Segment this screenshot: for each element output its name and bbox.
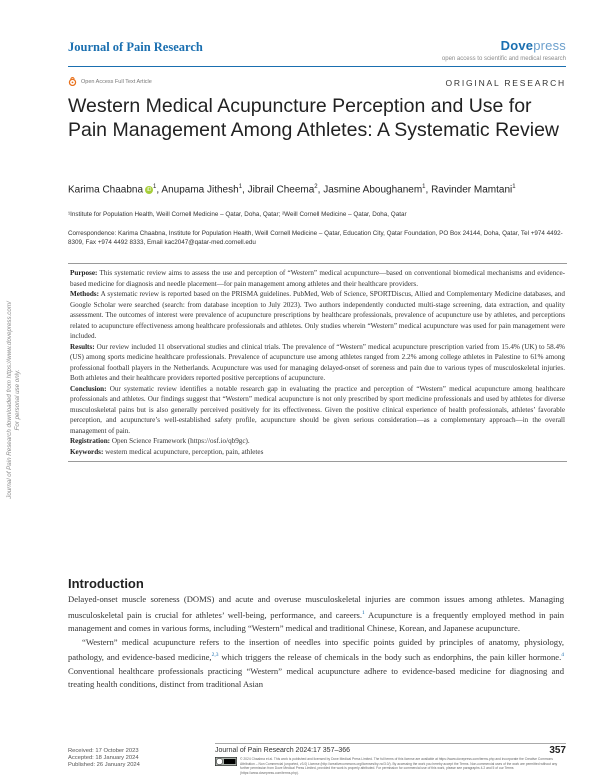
abstract-purpose-label: Purpose: [70,269,98,277]
article-title: Western Medical Acupuncture Perception and Use for Pain Management Among Athletes: A Systematic Review [68,95,560,141]
introduction-body [68,593,564,692]
author-affiliation-mark: 1 [422,184,426,190]
abstract-keywords [70,447,565,458]
author-name[interactable]: Jibrail Cheema [247,184,315,196]
publisher-logo-part-b: press [533,38,566,53]
open-access-icon [68,77,77,86]
abstract-results-label: Results: [70,342,95,351]
abstract-methods-label: Methods: [70,290,99,298]
open-access-label: Open Access Full Text Article [81,78,152,85]
publisher-tagline: open access to scientific and medical research [441,56,566,62]
registration-link[interactable]: Open Science Framework (https://osf.io/qb9gc). [111,437,250,445]
page-number: 357 [549,745,566,756]
author-affiliation-mark: 1 [512,184,516,190]
author-list: Karima Chaabna $iD^1$, Anupama Jithesh$^1$, Jibrail Cheema$^2$, Jasmine Aboughanem$^1$, Ravinder Mamtani$^1$ [68,184,516,196]
publisher-logo-part-a: Dove [500,38,534,53]
affiliations: ¹Institute for Population Health, Weill Cornell Medicine – Qatar, Doha, Qatar; ²Weill Cornell Medicine – Qatar, Doha, Qatar [68,211,407,218]
license-text: © 2024 Chaabna et al. This work is published and licensed by Dove Medical Press Limited. The full terms of this license are available at https://www.dovepress.com/terms.php and incorporate the Creative Commons Attribution – Non Commercial (unported, v3.0) License (http://creativecommons.org/licenses/by-nc/3.0/). By accessing the work you hereby accept the Terms. Non-commercial uses of the work are permitted without any further permission from Dove Medical Press Limited, provided the work is properly attributed. For permission for commercial use of this work, please see paragraphs 4.2 and 5 of our Terms (https://www.dovepress.com/terms.php). [240,757,558,775]
orcid-icon[interactable]: iD [146,187,152,194]
abstract-conclusion-text: Our systematic review identifies a notable research gap in evaluating the practice and perception of “Western” medical acupuncture among healthcare professionals and athletes. Our findings suggest that “Western” medical acupuncture is not only prescribed by sport medicine professionals and used by athletes for diverse musculoskeletal pains but is also generally perceived positively for its effectiveness. Given the positive clinical experience of health professionals, athletes’ favorable perception, and acupuncture’s well-established safety profile, acupuncture should be given serious consideration—as a complementary approach—in the overall management of pain. [70,384,565,435]
abstract-results [70,342,565,384]
abstract-keywords-label: Keywords: [70,447,104,456]
abstract-conclusion-label: Conclusion: [70,384,107,393]
abstract-conclusion [70,384,565,437]
accepted-date: Accepted: 18 January 2024 [68,755,139,762]
author-affiliation-mark: 1 [153,184,157,190]
article-dates [68,748,140,770]
received-date: Received: 17 October 2023 [68,748,139,754]
abstract-purpose [70,268,565,289]
author-name[interactable]: Ravinder Mamtani [431,184,513,196]
introduction-text: Acupuncture is a frequently employed method in pain management and comes in various forms, including “Western” medical and traditional Chinese, Korean, and Japanese acupuncture. [68,609,564,634]
abstract-results-text: Our review included 11 observational studies and clinical trials. The prevalence of “Western” medical acupuncture prescription varied from 15.4% (UK) to 58.4% (US) among sports medicine healthcare professionals. Prevalence of acupuncture use among athletes ranged from 2.2% among college athletes in Palestine to 61% among professional football players in the Netherlands. Acupuncture was used for managing delayed-onset of soreness and pain due to various types of musculoskeletal injuries. Both athletes and their healthcare providers reported positive perceptions of acupuncture. [70,342,565,382]
reference-link[interactable]: 1 [362,609,365,616]
reference-link[interactable]: 2,3 [211,652,219,659]
abstract-box [68,263,567,462]
author-name[interactable]: Karima Chaabna [68,184,144,196]
introduction-text: which triggers the release of chemicals in the body such as endorphins, the pain killer hormone. [218,652,562,663]
abstract-methods-text: A systematic review is reported based on the PRISMA guidelines. PubMed, Web of Science, SPORTDiscus, Allied and Complementary Medicine databases, and Google Scholar were searched (search: from database inception to July 2023). Two authors independently conducted multi-stage screening, data extraction, and quality assessment. The outcomes of interest were prevalence of acupuncture prescriptions by healthcare professionals, prevalence of acupuncture use by athletes, and perceptions related to acupuncture effectiveness among healthcare professionals and athletes. Only studies wherein “Western” medical acupuncture was used for pain management were included. [70,290,565,340]
section-label: ORIGINAL RESEARCH [445,78,566,88]
download-watermark [3,200,25,600]
introduction-text: “Western” medical acupuncture refers to the insertion of needles into specific points guided by principles of anatomy, physiology, pathology, and evidence-based medicine, [68,636,564,663]
introduction-heading: Introduction [68,576,144,591]
introduction-paragraph [68,593,564,636]
reference-link[interactable]: 4 [561,652,564,659]
abstract-purpose-text: This systematic review aims to assess the use and perception of “Western” medical acupuncture—based on conventional biomedical mechanisms and evidence-based medicine for diagnosis and needle placement—for pain management among athletes and their healthcare providers. [70,269,566,288]
publisher-logo [501,38,566,53]
watermark-line-2: For personal use only. [14,369,21,431]
abstract-keywords-text: western medical acupuncture, perception, pain, athletes [105,447,264,456]
abstract-registration [70,436,565,447]
open-access-badge [68,77,152,86]
author-name[interactable]: Jasmine Aboughanem [323,184,423,196]
watermark-line-1: Journal of Pain Research downloaded from https://www.dovepress.com/ [6,301,13,499]
footer-rule [215,743,566,744]
author-name[interactable]: Anupama Jithesh [161,184,239,196]
header-rule [68,66,566,67]
correspondence: Correspondence: Karima Chaabna, Institute for Population Health, Weill Cornell Medicine – Qatar, Education City, Qatar Foundation, PO Box 24144, Doha, Qatar, Tel +974 4492-8309, Fax +974 4492 8333, Email kac2047@qatar-med.cornell.edu [68,230,563,246]
author-affiliation-mark: 1 [238,184,243,190]
published-date: Published: 26 January 2024 [68,762,140,769]
journal-citation[interactable]: Journal of Pain Research 2024:17 357–366 [215,747,351,754]
author-affiliation-mark: 2 [314,184,318,190]
creative-commons-icon [215,757,237,766]
introduction-text: Delayed-onset muscle soreness (DOMS) and acute and overuse musculoskeletal injuries are common issues among athletes. Managing musculoskeletal pain is crucial for athletes’ well-being, performance, and careers. [68,594,564,620]
journal-name: Journal of Pain Research [68,40,203,54]
abstract-registration-label: Registration: [70,437,111,445]
introduction-paragraph [68,636,564,692]
abstract-methods [70,289,565,342]
introduction-text: Conventional healthcare professionals practicing “Western” medical acupuncture adhere to evidence-based medicine for diagnosing and treating health conditions, distinct from traditional Asian [68,665,564,690]
